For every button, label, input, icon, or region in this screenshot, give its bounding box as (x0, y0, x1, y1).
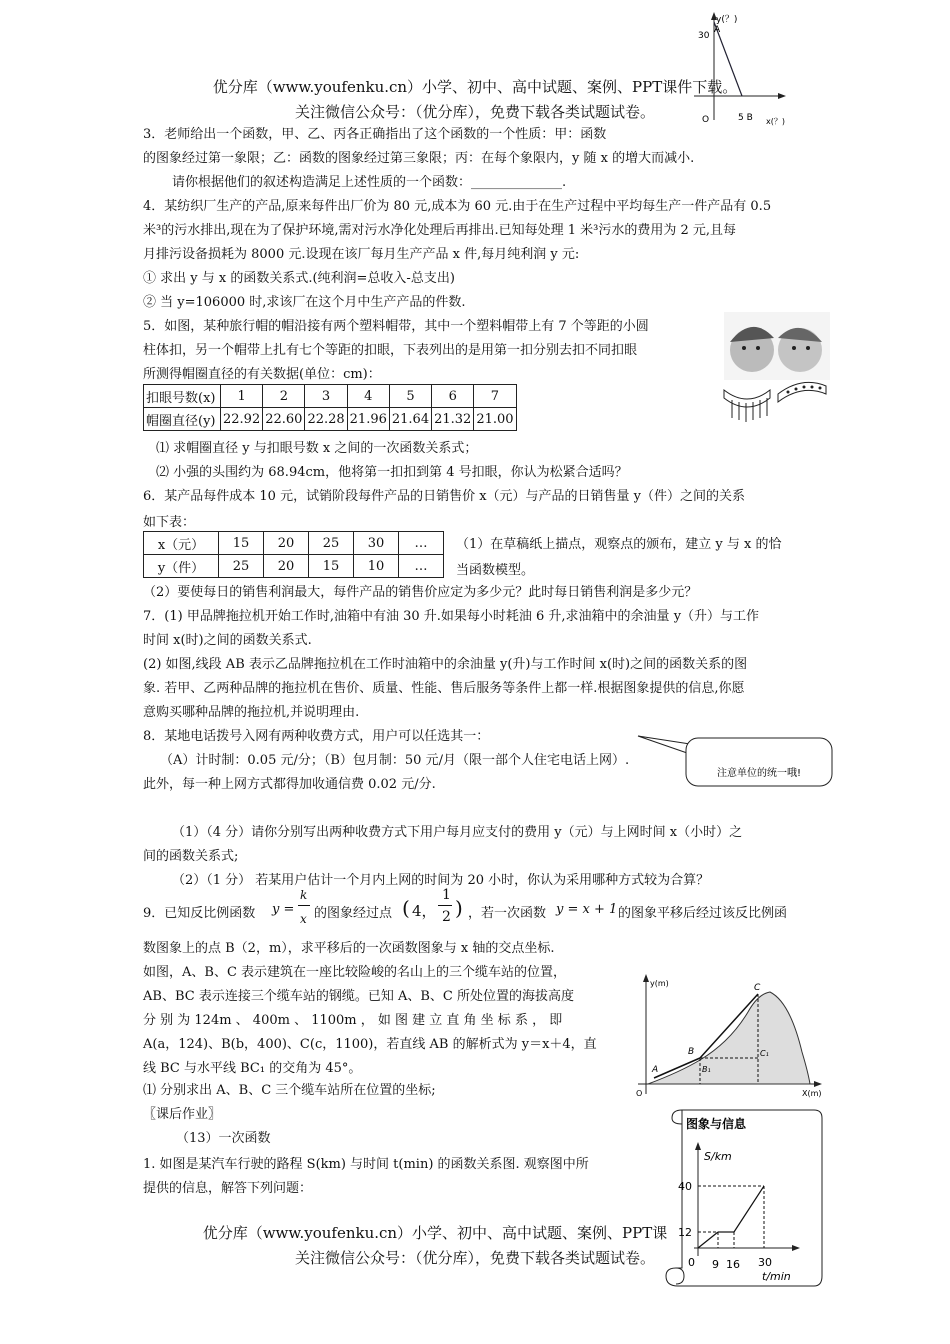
q5-sub-1: ⑴ 求帽圈直径 y 与扣眼号数 x 之间的一次函数关系式； (156, 441, 478, 456)
q9-text-b: 的图象经过点 (314, 906, 393, 921)
q6-line-2: 如下表： (143, 515, 196, 530)
q9-frac-bar (298, 905, 310, 906)
q5-cell: 7 (474, 385, 516, 408)
q8-sub-1: （1）（4 分）请你分别写出两种收费方式下用户每月应支付的费用 y（元）与上网时间 x（小时）之 (172, 825, 743, 840)
table-row (144, 408, 517, 431)
q3-line-2: 的图象经过第一象限；乙：函数的图象经过第三象限；丙：在每个象限内，y 随 x 的增大而减小. (143, 151, 695, 166)
q8-line-2: （A）计时制：0.05 元/分；（B）包月制：50 元/月（限一部个人住宅电话上网）. (160, 753, 630, 768)
q5-cell: 21.64 (389, 408, 431, 431)
q4-line-5: ② 当 y=106000 时,求该厂在这个月中生产产品的件数. (143, 295, 466, 310)
mt-origin: O (636, 1089, 643, 1098)
q5-table (143, 384, 517, 431)
scroll-x30: 30 (758, 1256, 772, 1269)
scroll-y-label: S/km (704, 1150, 732, 1163)
q3-line-3: 请你根据他们的叙述构造满足上述性质的一个函数：______________. (172, 175, 567, 190)
q6-cell: y（件） (144, 555, 219, 578)
top-line-graph (690, 8, 790, 128)
top-graph-b-label: 5 B (738, 113, 753, 123)
q4-line-4: ① 求出 y 与 x 的函数关系式.(纯利润=总收入-总支出) (143, 271, 455, 286)
q5-cell: 2 (263, 385, 305, 408)
q6-cell: 25 (309, 532, 354, 555)
q9-x: x (300, 912, 307, 926)
q6-side-1: （1）在草稿纸上描点，观察点的颁布，建立 y 与 x 的恰 (456, 537, 782, 552)
q6-cell: 20 (264, 532, 309, 555)
q6-cell: 15 (219, 532, 264, 555)
hat-illustration (722, 312, 832, 442)
q5-cell: 21.00 (474, 408, 516, 431)
q9-pt-4: 4， (412, 902, 437, 920)
q5-cell: 1 (221, 385, 263, 408)
q5-cell: 22.60 (263, 408, 305, 431)
q7-line-3: (2) 如图,线段 AB 表示乙品牌拖拉机在工作时油箱中的余油量 y(升)与工作时间 x(时)之间的函数关系的图 (143, 657, 748, 672)
q9-text-d: 的图象平移后经过该反比例函 (618, 906, 788, 921)
table-row (144, 555, 444, 578)
mt-x-label: X(m) (802, 1089, 822, 1098)
q6-cell: 20 (264, 555, 309, 578)
q10-line-3: 分 别 为 124m 、 400m 、 1100m ， 如 图 建 立 直 角 坐 标 系 ， 即 (143, 1013, 563, 1028)
q9-two: 2 (442, 909, 451, 925)
q5-cell: 4 (347, 385, 389, 408)
scroll-title: 图象与信息 (686, 1117, 747, 1131)
q4-line-2: 米³的污水排出,现在为了保护环境,需对污水净化处理后再排出.已知每处理 1 米³污水的费用为 2 元,且每 (143, 223, 737, 238)
scroll-y12: 12 (678, 1226, 692, 1239)
q9-half-bar (438, 905, 452, 906)
q5-line-3: 所测得帽圈直径的有关数据(单位：cm)： (143, 367, 381, 382)
mt-y-label: y(m) (650, 979, 669, 988)
homework-line-2: 提供的信息，解答下列问题： (143, 1181, 313, 1196)
q8-line-1: 8．某地电话拨号入网有两种收费方式，用户可以任选其一： (143, 729, 490, 744)
mt-c1: C₁ (760, 1049, 769, 1058)
q6-cell: 25 (219, 555, 264, 578)
q7-line-4: 象. 若甲、乙两种品牌的拖拉机在售价、质量、性能、售后服务等条件上都一样.根据图象提供的信息,你愿 (143, 681, 745, 696)
q5-line-2: 柱体扣，另一个帽带上扎有七个等距的扣眼，下表列出的是用第一扣分别去扣不同扣眼 (143, 343, 638, 358)
q3-line-1: 3．老师给出一个函数，甲、乙、丙各正确指出了这个函数的一个性质：甲：函数 (143, 127, 607, 142)
q8-line-3: 此外，每一种上网方式都得加收通信费 0.02 元/分. (143, 777, 436, 792)
q10-line-4: A(a，124)、B(b，400)、C(c，1100)，若直线 AB 的解析式为 y＝x＋4，直 (143, 1037, 597, 1052)
scroll-x-label: t/min (762, 1270, 791, 1283)
q6-cell: … (399, 555, 444, 578)
q5-cell: 22.92 (221, 408, 263, 431)
q9-one: 1 (442, 887, 451, 903)
q9-line-2: 数图象上的点 B（2，m），求平移后的一次函数图象与 x 轴的交点坐标. (143, 941, 555, 956)
q6-cell: x（元） (144, 532, 219, 555)
q4-line-1: 4．某纺织厂生产的产品,原来每件出厂价为 80 元,成本为 60 元.由于在生产过程中平均每生产一件产品有 0.5 (143, 199, 772, 214)
q7-line-1: 7．(1) 甲品牌拖拉机开始工作时,油箱中有油 30 升.如果每小时耗油 6 升,求油箱中的余油量 y（升）与工作 (143, 609, 760, 624)
q6-cell: … (399, 532, 444, 555)
q6-table (143, 531, 444, 578)
q9-eq: y = x + 1 (556, 902, 618, 917)
q6-cell: 10 (354, 555, 399, 578)
homework-sub: （13）一次函数 (176, 1131, 271, 1146)
q5-cell: 扣眼号数(x) (144, 385, 221, 408)
q9-pt-close: ) (455, 896, 463, 920)
q7-line-5: 意购买哪种品牌的拖拉机,并说明理由. (143, 705, 360, 720)
q10-line-5: 线 BC 与水平线 BC₁ 的交角为 45°。 (143, 1061, 362, 1076)
homework-title: 〖课后作业〗 (143, 1107, 222, 1122)
q6-cell: 15 (309, 555, 354, 578)
q9-text-a: 9．已知反比例函数 (143, 906, 256, 921)
q5-cell: 5 (389, 385, 431, 408)
q4-line-3: 月排污设备损耗为 8000 元.设现在该厂每月生产产品 x 件,每月纯利润 y 元: (143, 247, 580, 262)
q5-sub-2: ⑵ 小强的头围约为 68.94cm，他将第一扣扣到第 4 号扣眼，你认为松紧合适吗？ (156, 465, 628, 480)
q9-y-eq: y = (272, 902, 295, 917)
q7-line-2: 时间 x(时)之间的函数关系式. (143, 633, 312, 648)
q10-line-2: AB、BC 表示连接三个缆车站的钢缆。已知 A、B、C 所处位置的海拔高度 (143, 989, 574, 1004)
mt-b1: B₁ (702, 1065, 711, 1074)
q6-line-1: 6．某产品每件成本 10 元，试销阶段每件产品的日销售价 x（元）与产品的日销售量 y（件）之间的关系 (143, 489, 746, 504)
q5-cell: 6 (432, 385, 474, 408)
mt-a: A (652, 1065, 659, 1075)
top-graph-origin: O (702, 115, 710, 125)
top-graph-x-label: x(？) (766, 117, 785, 126)
q9-text-c: ，若一次函数 (468, 906, 547, 921)
q8-sub-3: （2）（1 分） 若某用户估计一个月内上网的时间为 20 小时，你认为采用哪种方式较为合算？ (172, 873, 710, 888)
scroll-x0: 0 (688, 1256, 695, 1269)
q5-cell: 帽圈直径(y) (144, 408, 221, 431)
q10-line-1: 如图，A、B、C 表示建筑在一座比较险峻的名山上的三个缆车站的位置， (143, 965, 567, 980)
top-graph-a-label: A (714, 25, 721, 35)
q5-line-1: 5．如图，某种旅行帽的帽沿接有两个塑料帽带，其中一个塑料帽带上有 7 个等距的小圆 (143, 319, 649, 334)
q6-side-2: 当函数模型。 (456, 563, 535, 578)
q8-callout-bubble (636, 728, 836, 790)
scroll-y40: 40 (678, 1180, 692, 1193)
q8-sub-2: 间的函数关系式; (143, 849, 239, 864)
q9-k: k (300, 888, 308, 902)
homework-line-1: 1. 如图是某汽车行驶的路程 S(km) 与时间 t(min) 的函数关系图. 观察图中所 (143, 1157, 589, 1172)
scroll-x16: 16 (726, 1258, 740, 1271)
q5-cell: 21.96 (347, 408, 389, 431)
q5-cell: 3 (305, 385, 347, 408)
mt-c: C (754, 983, 761, 993)
top-graph-y-label: y(？) (716, 15, 738, 25)
q5-cell: 22.28 (305, 408, 347, 431)
footer-line-1: 优分库（www.youfenku.cn）小学、初中、高中试题、案例、PPT课 (202, 1224, 668, 1242)
table-row (144, 532, 444, 555)
q6-line-3: （2）要使每日的销售利润最大，每件产品的销售价应定为多少元？此时每日销售利润是多少元？ (143, 585, 698, 600)
header-line-2: 关注微信公众号：（优分库），免费下载各类试题试卷。 (294, 103, 655, 121)
table-row (144, 385, 517, 408)
q5-cell: 21.32 (432, 408, 474, 431)
q9-pt-open: ( (402, 896, 410, 920)
q6-cell: 30 (354, 532, 399, 555)
footer-line-2: 关注微信公众号：（优分库），免费下载各类试题试卷。 (294, 1249, 655, 1267)
header-line-1: 优分库（www.youfenku.cn）小学、初中、高中试题、案例、PPT课件下载。 (212, 78, 738, 96)
mountain-cable-figure (630, 972, 826, 1102)
q10-line-6: ⑴ 分别求出 A、B、C 三个缆车站所在位置的坐标; (143, 1083, 436, 1098)
q8-bubble-text: 注意单位的统一哦! (716, 768, 802, 779)
scroll-x9: 9 (712, 1258, 719, 1271)
top-graph-y-value: 30 (698, 31, 710, 41)
mt-b: B (688, 1047, 695, 1057)
